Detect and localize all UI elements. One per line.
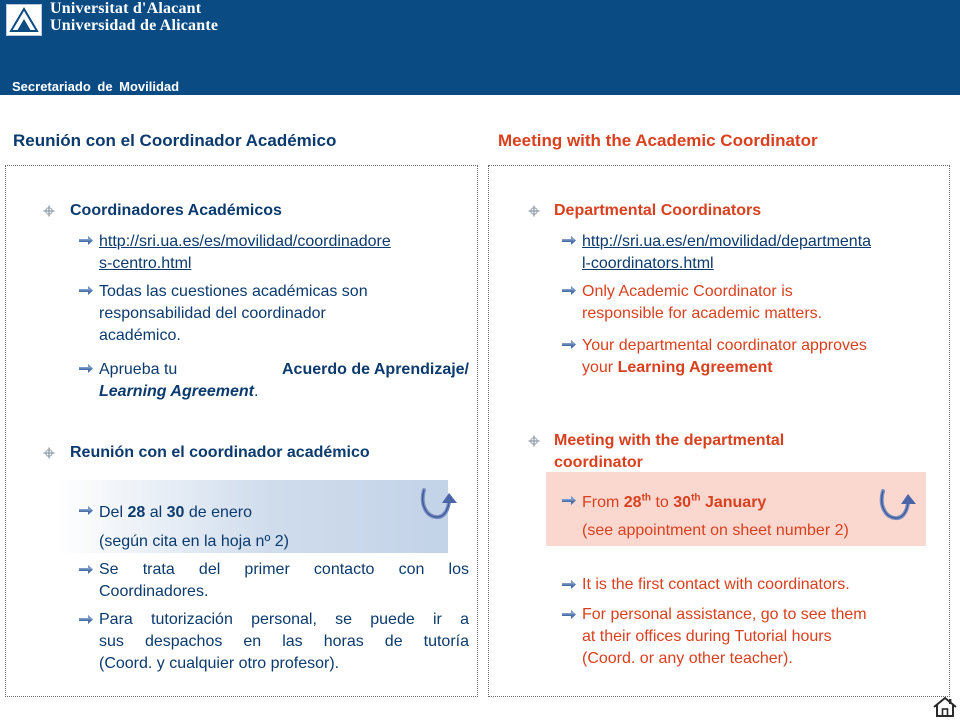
right-personal-assistance	[582, 604, 947, 670]
left-academic-matters	[99, 281, 469, 347]
text-line	[582, 357, 947, 379]
curved-arrow-icon	[418, 486, 468, 520]
text-line: académico.	[99, 327, 181, 344]
crosshair-bullet-icon	[43, 205, 55, 217]
department-name: Secretariado de Movilidad	[12, 79, 180, 94]
date-month: January	[700, 494, 767, 511]
right-section1-heading: Departmental Coordinators	[554, 202, 762, 219]
arrow-bullet-icon	[79, 564, 93, 575]
curved-arrow-icon	[877, 487, 927, 521]
text-line: Coordinadores.	[99, 583, 209, 600]
coordinators-link-es[interactable]	[99, 231, 469, 275]
text-line: (Coord. y cualquier otro profesor).	[99, 655, 340, 672]
text-line: Se trata del primer contacto con los	[99, 561, 469, 578]
text-line	[99, 359, 469, 381]
text-line: coordinator	[554, 454, 643, 471]
text-segment: al	[145, 504, 167, 521]
date-to: 30	[673, 494, 692, 511]
link-line[interactable]: l-coordinators.html	[582, 255, 714, 272]
date-from: 28	[623, 494, 642, 511]
date-from: 28	[127, 504, 146, 521]
left-learning-agreement	[99, 359, 469, 403]
left-section1-heading: Coordinadores Académicos	[70, 202, 282, 219]
arrow-bullet-icon	[562, 495, 576, 506]
left-section2-heading: Reunión con el coordinador académico	[70, 444, 370, 461]
ordinal-suffix: th	[691, 492, 701, 504]
arrow-bullet-icon	[562, 609, 576, 620]
coordinators-link-en[interactable]	[582, 231, 947, 275]
crosshair-bullet-icon	[528, 435, 540, 447]
arrow-bullet-icon	[562, 339, 576, 350]
text-segment: Aprueba tu	[99, 361, 178, 378]
text-line: (Coord. or any other teacher).	[582, 650, 793, 667]
link-line[interactable]: http://sri.ua.es/en/movilidad/departmenta	[582, 233, 872, 250]
right-column-title: Meeting with the Academic Coordinator	[498, 131, 818, 150]
text-line	[99, 303, 469, 325]
text-segment: to	[651, 494, 674, 511]
text-line: Todas las cuestiones académicas son	[99, 283, 368, 300]
crosshair-bullet-icon	[43, 447, 55, 459]
text-line	[99, 500, 429, 526]
arrow-bullet-icon	[79, 285, 93, 296]
arrow-bullet-icon	[562, 285, 576, 296]
arrow-bullet-icon	[562, 579, 576, 590]
text-segment: your	[582, 359, 618, 376]
right-learning-agreement	[582, 335, 947, 379]
left-first-contact	[99, 559, 469, 603]
text-segment-bold: Acuerdo de Aprendizaje/	[282, 361, 469, 378]
text-line: For personal assistance, go to see them	[582, 606, 867, 623]
text-line	[582, 490, 922, 516]
arrow-bullet-icon	[79, 614, 93, 625]
text-line: at their offices during Tutorial hours	[582, 628, 832, 645]
arrow-bullet-icon	[562, 235, 576, 246]
appointment-note: (see appointment on sheet number 2)	[582, 522, 849, 539]
university-name-es: Universidad de Alicante	[50, 17, 219, 34]
link-line[interactable]: http://sri.ua.es/es/movilidad/coordinadore	[99, 233, 391, 250]
university-name-ca: Universitat d'Alacant	[50, 0, 202, 17]
date-to: 30	[166, 504, 185, 521]
text-line: Para tutorización personal, se puede ir a	[99, 611, 469, 628]
home-icon[interactable]	[932, 696, 958, 718]
right-section2-heading	[554, 430, 784, 474]
text-segment: Del	[99, 504, 128, 521]
arrow-bullet-icon	[79, 363, 93, 374]
text-line: sus despachos en las horas de tutoría	[99, 633, 469, 650]
text-line	[99, 381, 469, 403]
text-line: Your departmental coordinator approves	[582, 337, 867, 354]
text-line: responsible for academic matters.	[582, 305, 823, 322]
crosshair-bullet-icon	[528, 205, 540, 217]
header-banner	[0, 0, 960, 95]
text-line: Meeting with the departmental	[554, 432, 785, 449]
arrow-bullet-icon	[79, 505, 93, 516]
left-tutoring	[99, 609, 469, 675]
appointment-note: (según cita en la hoja nº 2)	[99, 533, 289, 550]
ordinal-suffix: th	[641, 492, 652, 504]
left-meeting-dates	[99, 500, 429, 555]
right-meeting-dates	[582, 490, 922, 544]
text-segment-bold: Learning Agreement	[617, 359, 773, 376]
text-segment: de enero	[184, 504, 252, 521]
text-segment: .	[254, 383, 259, 400]
right-academic-matters	[582, 281, 947, 325]
text-line-segment: responsabilidad del coordinador	[99, 305, 326, 322]
right-first-contact: It is the first contact with coordinators.	[582, 576, 850, 593]
university-logo-icon	[6, 4, 42, 36]
link-line[interactable]: s-centro.html	[99, 255, 192, 272]
text-segment-bold-italic: Learning Agreement	[99, 383, 254, 400]
text-segment: From	[582, 494, 624, 511]
left-column-title: Reunión con el Coordinador Académico	[13, 131, 337, 150]
arrow-bullet-icon	[79, 235, 93, 246]
text-line: Only Academic Coordinator is	[582, 283, 793, 300]
